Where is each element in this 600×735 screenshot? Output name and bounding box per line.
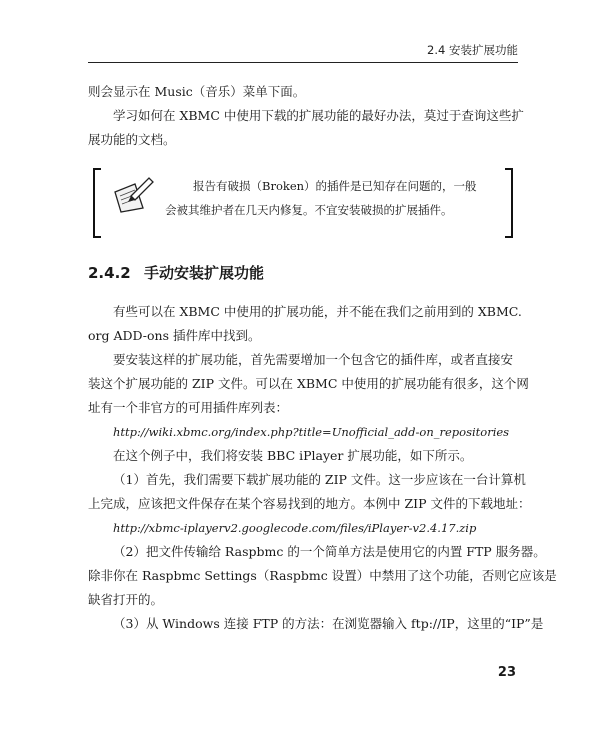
pencil-note-icon bbox=[111, 174, 155, 218]
section-title: 手动安装扩展功能 bbox=[144, 264, 265, 282]
tip-bracket-right bbox=[505, 168, 513, 238]
running-header bbox=[88, 36, 518, 63]
url-iplayer-paragraph bbox=[88, 516, 518, 540]
paragraph-4: 要安装这样的扩展功能，首先需要增加一个包含它的插件库，或者直接安 装这个扩展功能的 ZIP 文件。可以在 XBMC 中使用的扩展功能有很多，这个网 址有一个非官方的可用插件库列表： bbox=[88, 352, 529, 415]
paragraph-3: 有些可以在 XBMC 中使用的扩展功能，并不能在我们之前用到的 XBMC. org ADD-ons 插件库中找到。 bbox=[88, 304, 522, 343]
url-repositories[interactable]: http://wiki.xbmc.org/index.php?title=Unofficial_add-on_repositories bbox=[113, 425, 510, 439]
running-header-title: 2.4 安装扩展功能 bbox=[427, 43, 518, 57]
tip-box bbox=[93, 168, 513, 234]
section-number: 2.4.2 bbox=[88, 264, 131, 282]
paragraph-2: 学习如何在 XBMC 中使用下载的扩展功能的最好办法，莫过于查询这些扩 展功能的文档。 bbox=[88, 108, 524, 147]
url-iplayer-zip[interactable]: http://xbmc-iplayerv2.googlecode.com/files/iPlayer-v2.4.17.zip bbox=[113, 521, 477, 535]
paragraph-7: （2）把文件传输给 Raspbmc 的一个简单方法是使用它的内置 FTP 服务器。 除非你在 Raspbmc Settings（Raspbmc 设置）中禁用了这个功能，否则它应该是 缺省打开的。 bbox=[88, 544, 557, 607]
url-repositories-paragraph bbox=[88, 420, 518, 444]
paragraph-1: 则会显示在 Music（音乐）菜单下面。 bbox=[88, 84, 306, 99]
tip-bracket-left bbox=[93, 168, 101, 238]
tip-text: 报告有破损（Broken）的插件是已知存在问题的，一般 会被其维护者在几天内修复。不宜安装破损的扩展插件。 bbox=[165, 179, 477, 217]
paragraph-6: （1）首先，我们需要下载扩展功能的 ZIP 文件。这一步应该在一台计算机 上完成，应该把文件保存在某个容易找到的地方。本例中 ZIP 文件的下载地址： bbox=[88, 472, 531, 511]
paragraph-5: 在这个例子中，我们将安装 BBC iPlayer 扩展功能，如下所示。 bbox=[113, 448, 473, 463]
page-number: 23 bbox=[497, 665, 516, 680]
section-heading bbox=[88, 262, 264, 283]
paragraph-8: （3）从 Windows 连接 FTP 的方法：在浏览器输入 ftp://IP，这里的“IP”是 bbox=[113, 616, 544, 631]
